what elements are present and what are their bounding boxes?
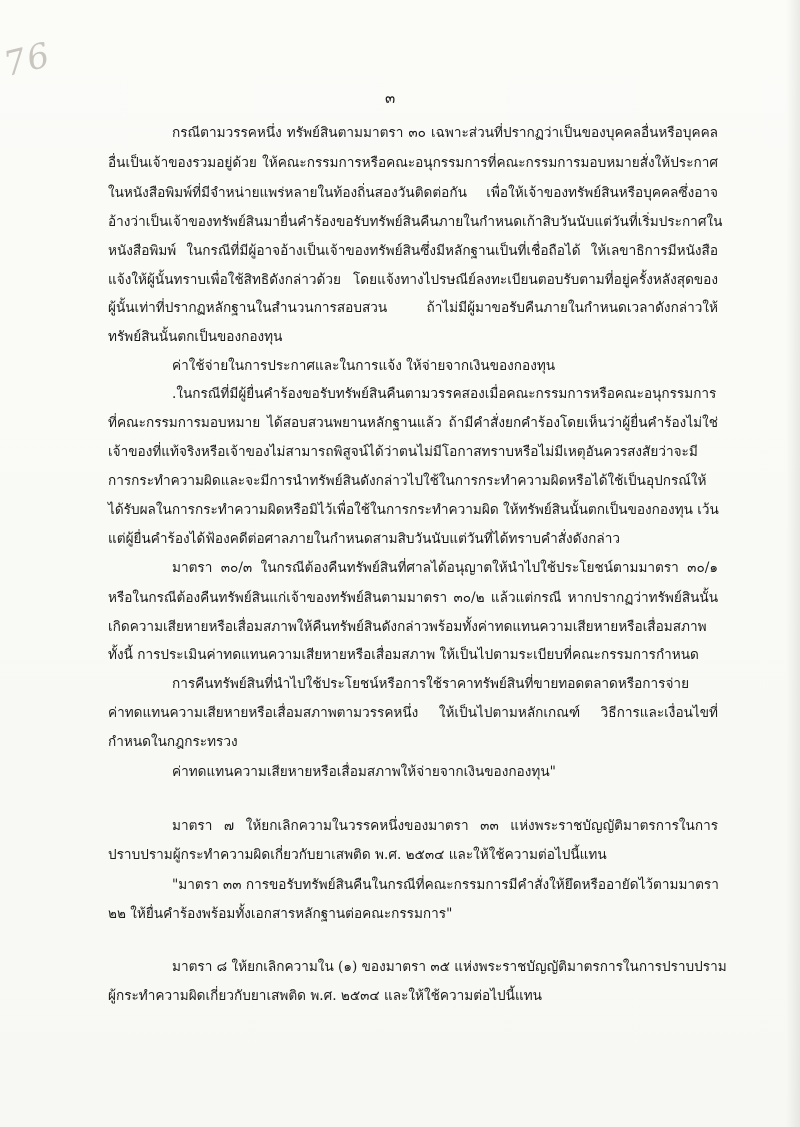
- text-line: เกิดความเสียหายหรือเสื่อมสภาพให้คืนทรัพย์สินดังกล่าวพร้อมทั้งค่าทดแทนความเสียหายหรือเสื่อมสภาพ: [108, 619, 707, 635]
- text-line: ในหนังสือพิมพ์ที่มีจำหน่ายแพร่หลายในท้องถิ่นสองวันติดต่อกัน เพื่อให้เจ้าของทรัพย์สินหรือบุคคลซึ่งอาจ: [108, 185, 718, 201]
- text-line: ผู้กระทำความผิดเกี่ยวกับยาเสพติด พ.ศ. ๒๕๓๔ และให้ใช้ความต่อไปนี้แทน: [108, 988, 542, 1004]
- text-line: แต่ผู้ยื่นคำร้องได้ฟ้องคดีต่อศาลภายในกำหนดสามสิบวันนับแต่วันที่ได้ทราบคำสั่งดังกล่าว: [108, 531, 620, 547]
- text-line: กำหนดในกฎกระทรวง: [108, 734, 238, 750]
- text-line: หรือในกรณีต้องคืนทรัพย์สินแก่เจ้าของทรัพย์สินตามมาตรา ๓๐/๒ แล้วแต่กรณี หากปรากฏว่าทรัพย์สินนั้น: [108, 590, 718, 606]
- page-edge-shadow: [786, 0, 800, 1127]
- text-line: กรณีตามวรรคหนึ่ง ทรัพย์สินตามมาตรา ๓๐ เฉพาะส่วนที่ปรากฏว่าเป็นของบุคคลอื่นหรือบุคคล: [172, 125, 718, 141]
- text-line: เจ้าของที่แท้จริงหรือเจ้าของไม่สามารถพิสูจน์ได้ว่าตนไม่มีโอกาสทราบหรือไม่มีเหตุอันควรสงสัยว่าจะมี: [108, 444, 698, 460]
- text-line: หนังสือพิมพ์ ในกรณีที่มีผู้อาจอ้างเป็นเจ้าของทรัพย์สินซึ่งมีหลักฐานเป็นที่เชื่อถือได้ ให้เลขาธิการมีหนังสือ: [108, 243, 718, 259]
- text-line: "มาตรา ๓๓ การขอรับทรัพย์สินคืนในกรณีที่คณะกรรมการมีคำสั่งให้ยึดหรืออายัดไว้ตามมาตรา: [172, 877, 719, 893]
- handwritten-margin-note: 76: [0, 34, 56, 86]
- text-line: ค่าทดแทนความเสียหายหรือเสื่อมสภาพตามวรรคหนึ่ง ให้เป็นไปตามหลักเกณฑ์ วิธีการและเงื่อนไขที่: [108, 705, 718, 721]
- text-line: อื่นเป็นเจ้าของรวมอยู่ด้วย ให้คณะกรรมการหรือคณะอนุกรรมการที่คณะกรรมการมอบหมายสั่งให้ประกาศ: [108, 155, 718, 171]
- text-line: .ในกรณีที่มีผู้ยื่นคำร้องขอรับทรัพย์สินคืนตามวรรคสองเมื่อคณะกรรมการหรือคณะอนุกรรมการ: [172, 386, 717, 402]
- text-line: ได้รับผลในการกระทำความผิดหรือมิไว้เพื่อใช้ในการกระทำความผิด ให้ทรัพย์สินนั้นตกเป็นของกองทุน เว้น: [108, 502, 719, 518]
- text-line: ค่าทดแทนความเสียหายหรือเสื่อมสภาพให้จ่ายจากเงินของกองทุน": [172, 764, 556, 780]
- text-line: ๒๒ ให้ยื่นคำร้องพร้อมทั้งเอกสารหลักฐานต่อคณะกรรมการ": [108, 906, 453, 922]
- text-line: ทรัพย์สินนั้นตกเป็นของกองทุน: [108, 329, 283, 345]
- text-line: ผู้นั้นเท่าที่ปรากฏหลักฐานในสำนวนการสอบสวน ถ้าไม่มีผู้มาขอรับคืนภายในกำหนดเวลาดังกล่าวให้: [108, 300, 718, 316]
- text-line: อ้างว่าเป็นเจ้าของทรัพย์สินมายื่นคำร้องขอรับทรัพย์สินคืนภายในกำหนดเก้าสิบวันนับแต่วันที่เริ่มประกาศใน: [108, 214, 723, 230]
- text-line: มาตรา ๘ ให้ยกเลิกความใน (๑) ของมาตรา ๓๕ แห่งพระราชบัญญัติมาตรการในการปราบปราม: [172, 959, 727, 975]
- text-line: แจ้งให้ผู้นั้นทราบเพื่อใช้สิทธิดังกล่าวด้วย โดยแจ้งทางไปรษณีย์ลงทะเบียนตอบรับตามที่อยู่ครั้งหลังสุดของ: [108, 272, 718, 288]
- text-line: ปราบปรามผู้กระทำความผิดเกี่ยวกับยาเสพติด พ.ศ. ๒๕๓๔ และให้ใช้ความต่อไปนี้แทน: [108, 847, 607, 863]
- text-line: ค่าใช้จ่ายในการประกาศและในการแจ้ง ให้จ่ายจากเงินของกองทุน: [172, 358, 556, 374]
- text-line: มาตรา ๓๐/๓ ในกรณีต้องคืนทรัพย์สินที่ศาลได้อนุญาตให้นำไปใช้ประโยชน์ตามมาตรา ๓๐/๑: [172, 560, 718, 576]
- text-line: การกระทำความผิดและจะมีการนำทรัพย์สินดังกล่าวไปใช้ในการกระทำความผิดหรือได้ใช้เป็นอุปกรณ์ให้: [108, 473, 707, 489]
- text-line: ที่คณะกรรมการมอบหมาย ได้สอบสวนพยานหลักฐานแล้ว ถ้ามีคำสั่งยกคำร้องโดยเห็นว่าผู้ยื่นคำร้องไม่ใช่: [108, 415, 718, 431]
- page-number: ๓: [385, 89, 396, 107]
- text-line: มาตรา ๗ ให้ยกเลิกความในวรรคหนึ่งของมาตรา ๓๓ แห่งพระราชบัญญัติมาตรการในการ: [172, 818, 718, 834]
- text-line: ทั้งนี้ การประเมินค่าทดแทนความเสียหายหรือเสื่อมสภาพ ให้เป็นไปตามระเบียบที่คณะกรรมการกำหนด: [108, 647, 699, 663]
- text-line: การคืนทรัพย์สินที่นำไปใช้ประโยชน์หรือการใช้ราคาทรัพย์สินที่ขายทอดตลาดหรือการจ่าย: [172, 676, 690, 692]
